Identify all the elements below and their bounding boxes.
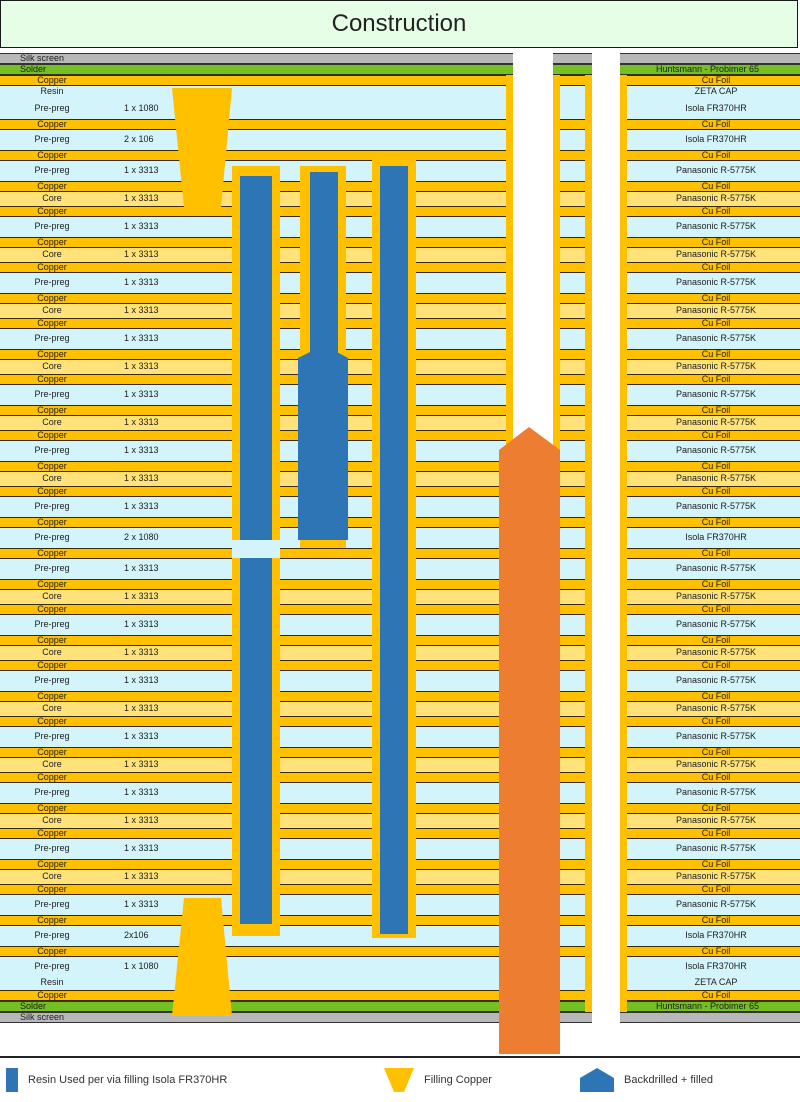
layer-name: Solder — [20, 1001, 47, 1011]
layer-spec: 1 x 3313 — [124, 787, 159, 797]
layer-name: Pre-preg — [34, 843, 70, 853]
layer-name: Copper — [37, 150, 67, 160]
layer-spec: 1 x 3313 — [124, 591, 159, 601]
layer-material: Cu Foil — [701, 772, 731, 782]
layer-name: Core — [42, 703, 62, 713]
layer-material: Panasonic R-5775K — [675, 899, 757, 909]
microvia-filling-copper-top — [172, 88, 232, 208]
layer-material: Isola FR370HR — [685, 103, 747, 113]
layer-name: Copper — [37, 660, 67, 670]
layer-material: Cu Foil — [701, 318, 731, 328]
layer-material: Cu Foil — [701, 548, 731, 558]
layer-name: Solder — [20, 64, 47, 74]
layer-material: Cu Foil — [701, 237, 731, 247]
layer-spec: 1 x 3313 — [124, 703, 159, 713]
layer-spec: 1 x 3313 — [124, 305, 159, 315]
layer-name: Copper — [37, 461, 67, 471]
layer-material: Panasonic R-5775K — [675, 815, 757, 825]
layer-spec: 1 x 3313 — [124, 501, 159, 511]
layer-name: Core — [42, 249, 62, 259]
layer-name: Copper — [37, 946, 67, 956]
resin-fill-via — [240, 558, 272, 924]
layer-material: Panasonic R-5775K — [675, 221, 757, 231]
layer-name: Pre-preg — [34, 532, 70, 542]
resin-fill-via — [240, 176, 272, 540]
resin-fill-via — [380, 166, 408, 934]
layer-material: Cu Foil — [701, 430, 731, 440]
legend-item-backdrilled — [580, 1068, 713, 1092]
layer-material: Panasonic R-5775K — [675, 759, 757, 769]
layer-material: ZETA CAP — [694, 86, 738, 96]
via-copper-barrel — [620, 75, 627, 1012]
layer-spec: 1 x 3313 — [124, 899, 159, 909]
layer-name: Copper — [37, 990, 67, 1000]
layer-spec: 1 x 3313 — [124, 193, 159, 203]
layer-name: Pre-preg — [34, 103, 70, 113]
layer-name: Copper — [37, 374, 67, 384]
layer-material: Panasonic R-5775K — [675, 871, 757, 881]
layer-material: Cu Foil — [701, 119, 731, 129]
legend-label-resin: Resin Used per via filling Isola FR370HR — [28, 1074, 228, 1086]
layer-material: Panasonic R-5775K — [675, 731, 757, 741]
layer-name: Pre-preg — [34, 731, 70, 741]
layer-name: Copper — [37, 318, 67, 328]
layer-name: Pre-preg — [34, 899, 70, 909]
layer-spec: 1 x 3313 — [124, 647, 159, 657]
layer-spec: 1 x 3313 — [124, 675, 159, 685]
legend-item-filling-copper — [384, 1068, 492, 1092]
layer-material: Panasonic R-5775K — [675, 647, 757, 657]
layer-material: Panasonic R-5775K — [675, 305, 757, 315]
layer-material: Cu Foil — [701, 716, 731, 726]
layer-material: Panasonic R-5775K — [675, 501, 757, 511]
layer-name: Copper — [37, 772, 67, 782]
layer-name: Pre-preg — [34, 333, 70, 343]
layer-name: Copper — [37, 604, 67, 614]
backdrilled-filled-via — [298, 345, 348, 540]
layer-material: Huntsmann - Probimer 65 — [656, 64, 760, 74]
via-copper-barrel — [585, 75, 592, 1012]
layer-name: Core — [42, 305, 62, 315]
layer-material: Panasonic R-5775K — [675, 445, 757, 455]
layer-spec: 1 x 3313 — [124, 619, 159, 629]
layer-name: Copper — [37, 548, 67, 558]
layer-spec: 1 x 3313 — [124, 871, 159, 881]
layer-spec: 1 x 3313 — [124, 221, 159, 231]
layer-material: Isola FR370HR — [685, 134, 747, 144]
page-title: Construction — [331, 10, 467, 37]
layer-name: Copper — [37, 803, 67, 813]
layer-name: Core — [42, 759, 62, 769]
legend — [0, 1056, 800, 1102]
layer-spec: 1 x 3313 — [124, 759, 159, 769]
layer-name: Pre-preg — [34, 930, 70, 940]
filling-copper-icon — [384, 1068, 414, 1092]
layer-name: Copper — [37, 206, 67, 216]
layer-spec: 2 x 1080 — [124, 532, 159, 542]
layer-name: Copper — [37, 635, 67, 645]
layer-material: Panasonic R-5775K — [675, 787, 757, 797]
layer-material: Panasonic R-5775K — [675, 417, 757, 427]
resin-fill-icon — [6, 1068, 18, 1092]
layer-name: Copper — [37, 262, 67, 272]
layer-material: Panasonic R-5775K — [675, 843, 757, 853]
layer-material: Panasonic R-5775K — [675, 675, 757, 685]
layer-material: Cu Foil — [701, 517, 731, 527]
layer-material: Isola FR370HR — [685, 961, 747, 971]
layer-material: Panasonic R-5775K — [675, 563, 757, 573]
layer-name: Core — [42, 361, 62, 371]
layer-name: Copper — [37, 75, 67, 85]
layer-name: Core — [42, 647, 62, 657]
layer-material: Cu Foil — [701, 150, 731, 160]
layer-material: Panasonic R-5775K — [675, 591, 757, 601]
layer-material: Cu Foil — [701, 293, 731, 303]
through-hole-drill — [592, 53, 620, 1023]
layer-name: Copper — [37, 430, 67, 440]
layer-name: Pre-preg — [34, 221, 70, 231]
layer-name: Copper — [37, 119, 67, 129]
layer-material: Cu Foil — [701, 803, 731, 813]
layer-name: Pre-preg — [34, 165, 70, 175]
layer-name: Copper — [37, 349, 67, 359]
legend-label-backdrilled: Backdrilled + filled — [624, 1074, 713, 1086]
layer-material: Cu Foil — [701, 828, 731, 838]
layer-material: Cu Foil — [701, 990, 731, 1000]
layer-spec: 1 x 3313 — [124, 843, 159, 853]
layer-name: Core — [42, 193, 62, 203]
layer-name: Pre-preg — [34, 445, 70, 455]
layer-material: Cu Foil — [701, 604, 731, 614]
layer-name: Copper — [37, 691, 67, 701]
layer-spec: 1 x 3313 — [124, 277, 159, 287]
layer-name: Copper — [37, 486, 67, 496]
layer-name: Pre-preg — [34, 961, 70, 971]
backdrilled-via — [499, 427, 560, 1054]
layer-name: Copper — [37, 828, 67, 838]
layer-name: Resin — [40, 86, 64, 96]
layer-material: Panasonic R-5775K — [675, 277, 757, 287]
layer-material: Panasonic R-5775K — [675, 619, 757, 629]
layer-name: Copper — [37, 859, 67, 869]
layer-material: Cu Foil — [701, 349, 731, 359]
layer-name: Copper — [37, 237, 67, 247]
layer-spec: 2 x 106 — [124, 134, 154, 144]
layer-material: Cu Foil — [701, 859, 731, 869]
layer-spec: 1 x 3313 — [124, 563, 159, 573]
layer-name: Silk screen — [20, 1012, 65, 1022]
resin-fill-via — [310, 172, 338, 372]
layer-material: Cu Foil — [701, 660, 731, 670]
layer-name: Core — [42, 815, 62, 825]
layer-name: Core — [42, 473, 62, 483]
layer-spec: 1 x 1080 — [124, 103, 159, 113]
layer-material: Cu Foil — [701, 884, 731, 894]
layer-name: Pre-preg — [34, 389, 70, 399]
layer-spec: 1 x 1080 — [124, 961, 159, 971]
layer-spec: 2x106 — [124, 930, 149, 940]
layer-spec: 1 x 3313 — [124, 249, 159, 259]
layer-spec: 1 x 3313 — [124, 333, 159, 343]
layer-name: Copper — [37, 716, 67, 726]
layer-spec: 1 x 3313 — [124, 389, 159, 399]
layer-material: Cu Foil — [701, 486, 731, 496]
layer-material: Panasonic R-5775K — [675, 361, 757, 371]
layer-name: Pre-preg — [34, 134, 70, 144]
layer-material: Panasonic R-5775K — [675, 249, 757, 259]
via-break — [232, 540, 280, 558]
layer-name: Core — [42, 871, 62, 881]
layer-material: Cu Foil — [701, 579, 731, 589]
layer-material: Panasonic R-5775K — [675, 193, 757, 203]
layer-spec: 1 x 3313 — [124, 815, 159, 825]
microvia-filling-copper-bottom — [172, 898, 232, 1016]
layer-name: Core — [42, 417, 62, 427]
layer-name: Copper — [37, 293, 67, 303]
layer-material: Cu Foil — [701, 181, 731, 191]
layer-material: Cu Foil — [701, 747, 731, 757]
layer-name: Resin — [40, 977, 64, 987]
layer-name: Pre-preg — [34, 501, 70, 511]
layer-name: Silk screen — [20, 53, 65, 63]
layer-spec: 1 x 3313 — [124, 445, 159, 455]
layer-material: Panasonic R-5775K — [675, 165, 757, 175]
layer-material: Panasonic R-5775K — [675, 333, 757, 343]
layer-material: Cu Foil — [701, 75, 731, 85]
legend-label-filling-copper: Filling Copper — [424, 1074, 492, 1086]
layer-name: Copper — [37, 747, 67, 757]
layer-name: Pre-preg — [34, 787, 70, 797]
layer-material: Cu Foil — [701, 374, 731, 384]
legend-item-resin — [6, 1068, 227, 1092]
layer-material: Cu Foil — [701, 206, 731, 216]
layer-material: Cu Foil — [701, 635, 731, 645]
layer-name: Copper — [37, 517, 67, 527]
layer-name: Pre-preg — [34, 675, 70, 685]
layer-material: Cu Foil — [701, 262, 731, 272]
layer-spec: 1 x 3313 — [124, 417, 159, 427]
layer-material: Isola FR370HR — [685, 532, 747, 542]
layer-material: ZETA CAP — [694, 977, 738, 987]
layer-material: Panasonic R-5775K — [675, 473, 757, 483]
layer-name: Copper — [37, 915, 67, 925]
layer-spec: 1 x 3313 — [124, 473, 159, 483]
layer-name: Pre-preg — [34, 563, 70, 573]
layer-spec: 1 x 3313 — [124, 731, 159, 741]
layer-material: Cu Foil — [701, 405, 731, 415]
layer-name: Copper — [37, 579, 67, 589]
layer-name: Pre-preg — [34, 619, 70, 629]
layer-name: Pre-preg — [34, 277, 70, 287]
layer-name: Copper — [37, 884, 67, 894]
layer-material: Panasonic R-5775K — [675, 703, 757, 713]
layer-material: Isola FR370HR — [685, 930, 747, 940]
layer-material: Cu Foil — [701, 461, 731, 471]
layer-spec: 1 x 3313 — [124, 361, 159, 371]
layer-name: Copper — [37, 181, 67, 191]
layer-name: Core — [42, 591, 62, 601]
backdrilled-icon — [580, 1068, 614, 1092]
layer-material: Huntsmann - Probimer 65 — [656, 1001, 760, 1011]
layer-material: Panasonic R-5775K — [675, 389, 757, 399]
layer-spec: 1 x 3313 — [124, 165, 159, 175]
layer-material: Cu Foil — [701, 915, 731, 925]
layer-material: Cu Foil — [701, 691, 731, 701]
layer-name: Copper — [37, 405, 67, 415]
layer-material: Cu Foil — [701, 946, 731, 956]
